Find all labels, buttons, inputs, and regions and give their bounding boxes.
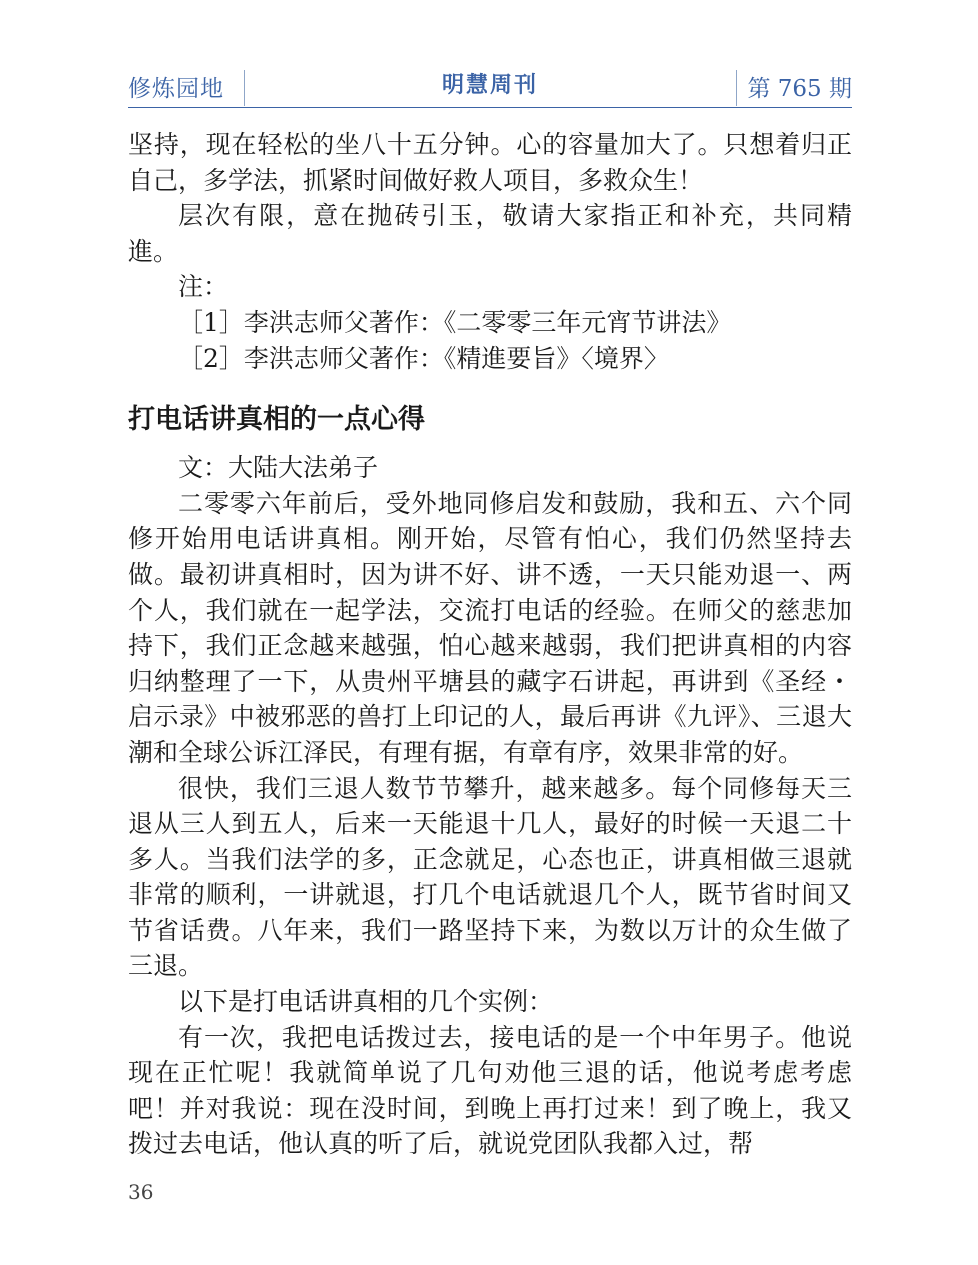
issue-number: 第 765 期	[747, 76, 852, 102]
header-rule	[128, 107, 852, 108]
body-paragraph: 二零零六年前后，受外地同修启发和鼓励，我和五、六个同修开始用电话讲真相。刚开始，尽管有怕心，我们仍然坚持去做。最初讲真相时，因为讲不好、讲不透，一天只能劝退一、两个人，我们就在一起学法，交流打电话的经验。在师父的慈悲加持下，我们正念越来越强，怕心越来越弱，我们把讲真相的内容归纳整理了一下，从贵州平塘县的藏字石讲起，再讲到《圣经・启示录》中被邪恶的兽打上印记的人，最后再讲《九评》、三退大潮和全球公诉江泽民，有理有据，有章有序，效果非常的好。	[128, 488, 852, 767]
note-item: ［2］李洪志师父著作：《精進要旨》〈境界〉	[178, 343, 669, 373]
section-name: 修炼园地	[128, 76, 224, 102]
note-item: ［1］李洪志师父著作：《二零零三年元宵节讲法》	[178, 307, 732, 337]
notes-label: 注：	[178, 272, 229, 302]
body-paragraph: 以下是打电话讲真相的几个实例：	[178, 987, 554, 1017]
byline: 文：大陆大法弟子	[178, 453, 379, 483]
header-divider-right	[736, 70, 737, 106]
body-paragraph: 很快，我们三退人数节节攀升，越来越多。每个同修每天三退从三人到五人，后来一天能退十几人，最好的时候一天退二十多人。当我们法学的多，正念就足，心态也正，讲真相做三退就非常的顺利，一讲就退，打几个电话就退几个人，既节省时间又节省话费。八年来，我们一路坚持下来，为数以万计的众生做了三退。	[128, 773, 852, 981]
page-header	[128, 62, 852, 108]
article-title: 打电话讲真相的一点心得	[128, 404, 425, 436]
continuation-paragraph: 坚持，现在轻松的坐八十五分钟。心的容量加大了。只想着归正自己，多学法，抓紧时间做好救人项目，多救众生！	[128, 130, 852, 195]
page-content	[128, 127, 852, 1162]
page-number: 36	[128, 1180, 154, 1204]
magazine-title: 明慧周刊	[441, 73, 538, 98]
body-paragraph: 有一次，我把电话拨过去，接电话的是一个中年男子。他说现在正忙呢！我就简单说了几句劝他三退的话，他说考虑考虑吧！并对我说：现在没时间，到晚上再打过来！到了晚上，我又拨过去电话，他认真的听了后，就说党团队我都入过，帮	[128, 1022, 852, 1159]
closing-paragraph: 层次有限，意在抛砖引玉，敬请大家指正和补充，共同精進。	[128, 201, 852, 266]
